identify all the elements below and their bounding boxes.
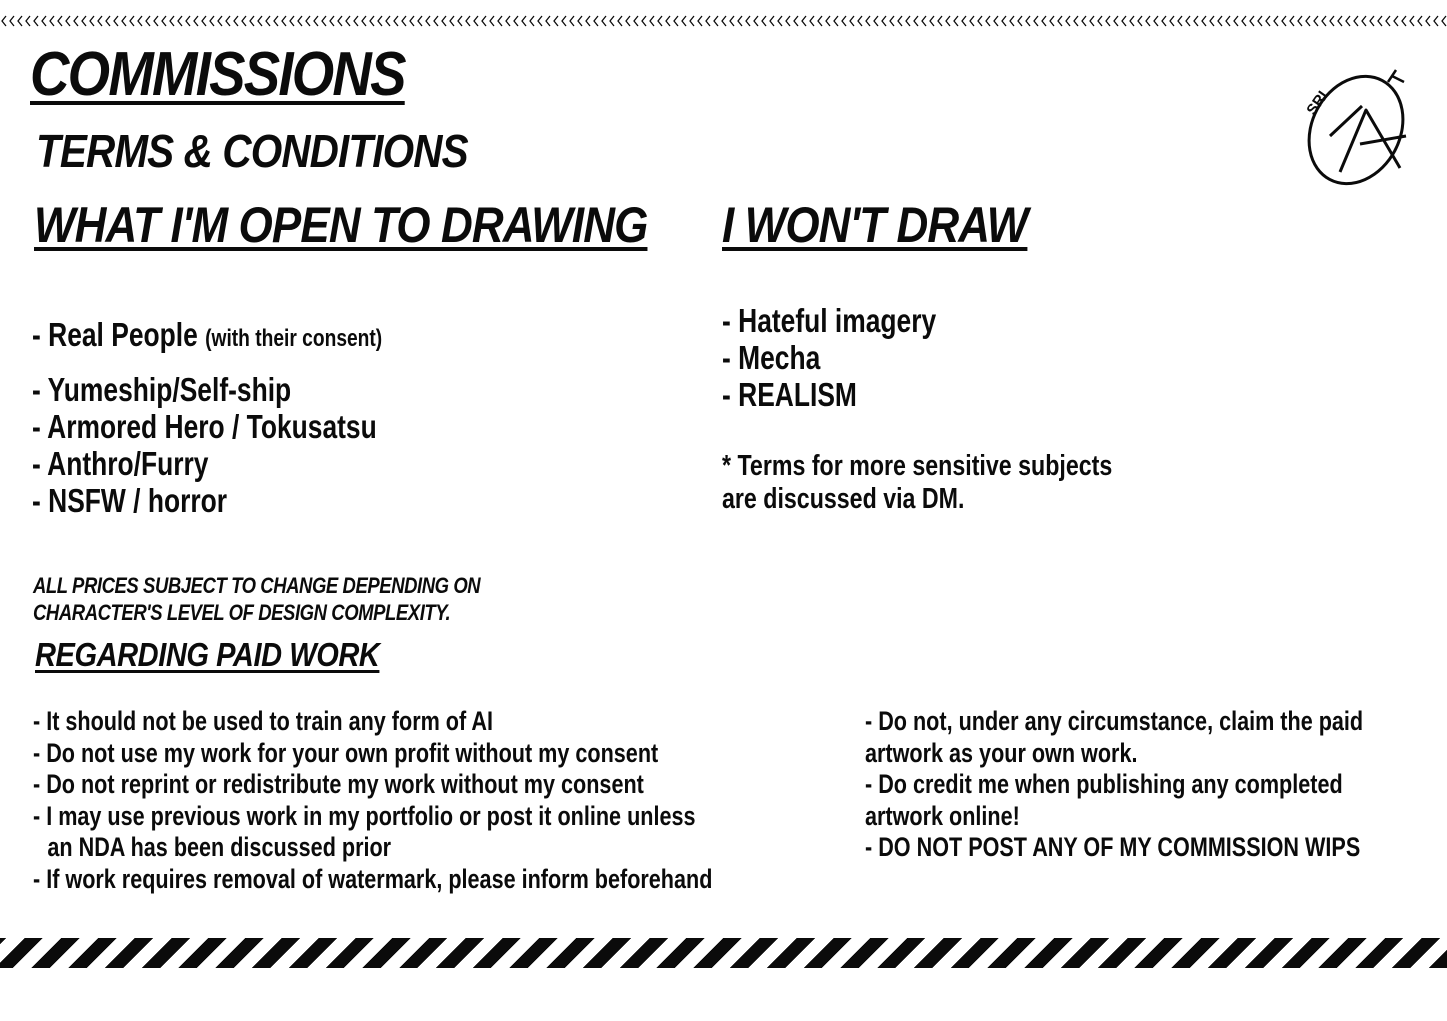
price-note-text: ALL PRICES SUBJECT TO CHANGE DEPENDING ON CHARACTER'S LEVEL OF DESIGN COMPLEXITY. [33, 573, 481, 625]
page-title: COMMISSIONS [30, 40, 405, 109]
list-item-continuation: an NDA has been discussed prior [47, 832, 392, 862]
page-subtitle: TERMS & CONDITIONS [36, 125, 468, 177]
wont-draw-list [722, 302, 936, 413]
list-item: - Anthro/Furry [32, 445, 209, 482]
list-item: - Mecha [722, 339, 821, 376]
list-item: - NSFW / horror [32, 482, 228, 519]
list-item: - I may use previous work in my portfolio or post it online unless [33, 800, 696, 831]
list-item: - If work requires removal of watermark, please inform beforehand [33, 863, 713, 894]
list-item: - Do credit me when publishing any completed [865, 769, 1343, 799]
list-item: - Do not use my work for your own profit without my consent [33, 737, 659, 768]
list-item: - Do not reprint or redistribute my work without my consent [33, 769, 644, 799]
sensitive-subjects-note: * Terms for more sensitive subjects are discussed via DM. [722, 450, 1113, 515]
paid-work-heading: REGARDING PAID WORK [35, 636, 380, 673]
list-item-text: - Real People [32, 316, 198, 353]
list-item: - It should not be used to train any form of AI [33, 706, 493, 736]
paid-work-list-right [865, 706, 1363, 864]
signature-text: SRL [1303, 83, 1335, 119]
list-item: - Do not, under any circumstance, claim the paid [865, 706, 1364, 736]
open-to-drawing-list [32, 316, 382, 519]
paid-work-list-left [33, 706, 712, 895]
signature-logo-icon [1300, 64, 1420, 186]
list-item [32, 316, 382, 357]
hazard-stripe-border [0, 938, 1447, 968]
list-item: - Armored Hero / Tokusatsu [32, 408, 377, 445]
list-item-note: (with their consent) [205, 325, 383, 352]
price-note [33, 572, 480, 626]
chevron-border-top [0, 14, 1447, 28]
wont-draw-heading: I WON'T DRAW [722, 197, 1028, 253]
list-item-continuation: artwork online! [865, 800, 1020, 831]
list-item: - Yumeship/Self-ship [32, 371, 292, 408]
list-item: - Hateful imagery [722, 302, 937, 339]
list-item-continuation: artwork as your own work. [865, 737, 1138, 768]
list-item: - REALISM [722, 376, 857, 413]
open-to-drawing-heading: WHAT I'M OPEN TO DRAWING [34, 197, 648, 253]
list-item: - DO NOT POST ANY OF MY COMMISSION WIPS [865, 832, 1361, 862]
